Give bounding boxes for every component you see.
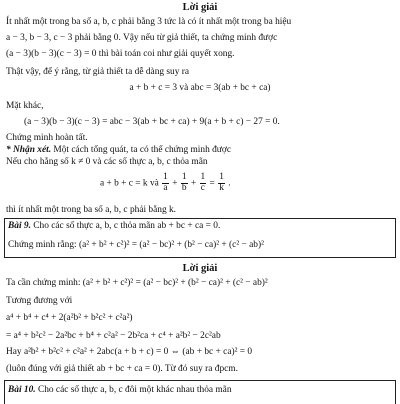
equation-line: a⁴ + b⁴ + c⁴ + 2(a²b² + b²c² + c²a²) [6,313,133,323]
exercise-10-statement: Bài 10. Cho các số thực a, b, c đôi một khác nhau thỏa mãn [8,385,232,395]
equation-general: a + b + c = k và $\frac{1}{a}$ + $\frac{1}{b}$ + $\frac{1}{c}$ = $\frac{1}{k}$ . [100,172,231,193]
paragraph-line: a − 3, b − 3, c − 3 phải bằng 0. Vậy nếu từ giả thiết, ta chứng minh được [6,33,278,43]
paragraph-line: (a − 3)(b − 3)(c − 3) = 0 thì bài toán coi như giải quyết xong. [6,49,235,59]
fraction-1-over-a: $\frac{1}{a}$ [163,172,168,193]
remark-text: Một cách tổng quát, ta có thể chứng minh được [51,145,231,155]
paragraph-line: Chứng minh hoàn tất. [6,133,88,143]
paragraph-line: thì ít nhất một trong ba số a, b, c phải bằng k. [6,205,177,215]
exercise-9-statement: Bài 9. Cho các số thực a, b, c thỏa mãn ab + bc + ca = 0. [8,221,221,231]
equation-expansion: (a − 3)(b − 3)(c − 3) = abc − 3(ab + bc + ca) + 9(a + b + c) − 27 = 0. [24,117,280,127]
paragraph-line: Mặt khác, [6,101,44,111]
solution-heading-1: Lời giải [182,2,218,13]
paragraph-line: Nếu cho hằng số k ≠ 0 và các số thực a, b, c thỏa mãn [6,157,208,167]
exercise-10-label: Bài 10. [8,385,36,395]
paragraph-line: Ta cần chứng minh: (a² + b² + c²)² = (a² − bc)² + (b² − ca)² + (c² − ab)² [6,278,268,288]
fraction-1-over-k: $\frac{1}{k}$ [219,172,224,193]
exercise-9-box [4,218,396,258]
solution-heading-2: Lời giải [182,263,218,274]
exercise-9-claim: Chứng minh rằng: (a² + b² + c²)² = (a² − bc)² + (b² − ca)² + (c² − ab)² [8,240,264,250]
paragraph-line: Ít nhất một trong ba số a, b, c phải bằng 3 tức là có ít nhất một trong ba hiệu [6,17,292,27]
remark-line [6,146,231,155]
paragraph-line: Tương đương với [6,296,73,306]
exercise-9-label: Bài 9. [8,221,31,231]
equation-sum-product: a + b + c = 3 và abc = 3(ab + bc + ca) [129,83,271,93]
paragraph-line: Thật vậy, để ý rằng, từ giả thiết ta dễ dàng suy ra [6,67,190,77]
equation-line: Hay a²b² + b²c² + c²a² + 2abc(a + b + c) = 0 ⇔ (ab + bc + ca)² = 0 [6,347,253,357]
fraction-1-over-c: $\frac{1}{c}$ [200,172,206,193]
remark-label: * Nhận xét. [6,145,52,155]
paragraph-line: (luôn đúng với giả thiết ab + bc + ca = 0). Từ đó suy ra đpcm. [6,364,238,374]
fraction-1-over-b: $\frac{1}{b}$ [181,172,187,193]
equation-line: = a⁴ + b²c² − 2a²bc + b⁴ + c²a² − 2b²ca + c⁴ + a²b² − 2c²ab [6,331,221,341]
exercise-10-box [4,380,396,404]
